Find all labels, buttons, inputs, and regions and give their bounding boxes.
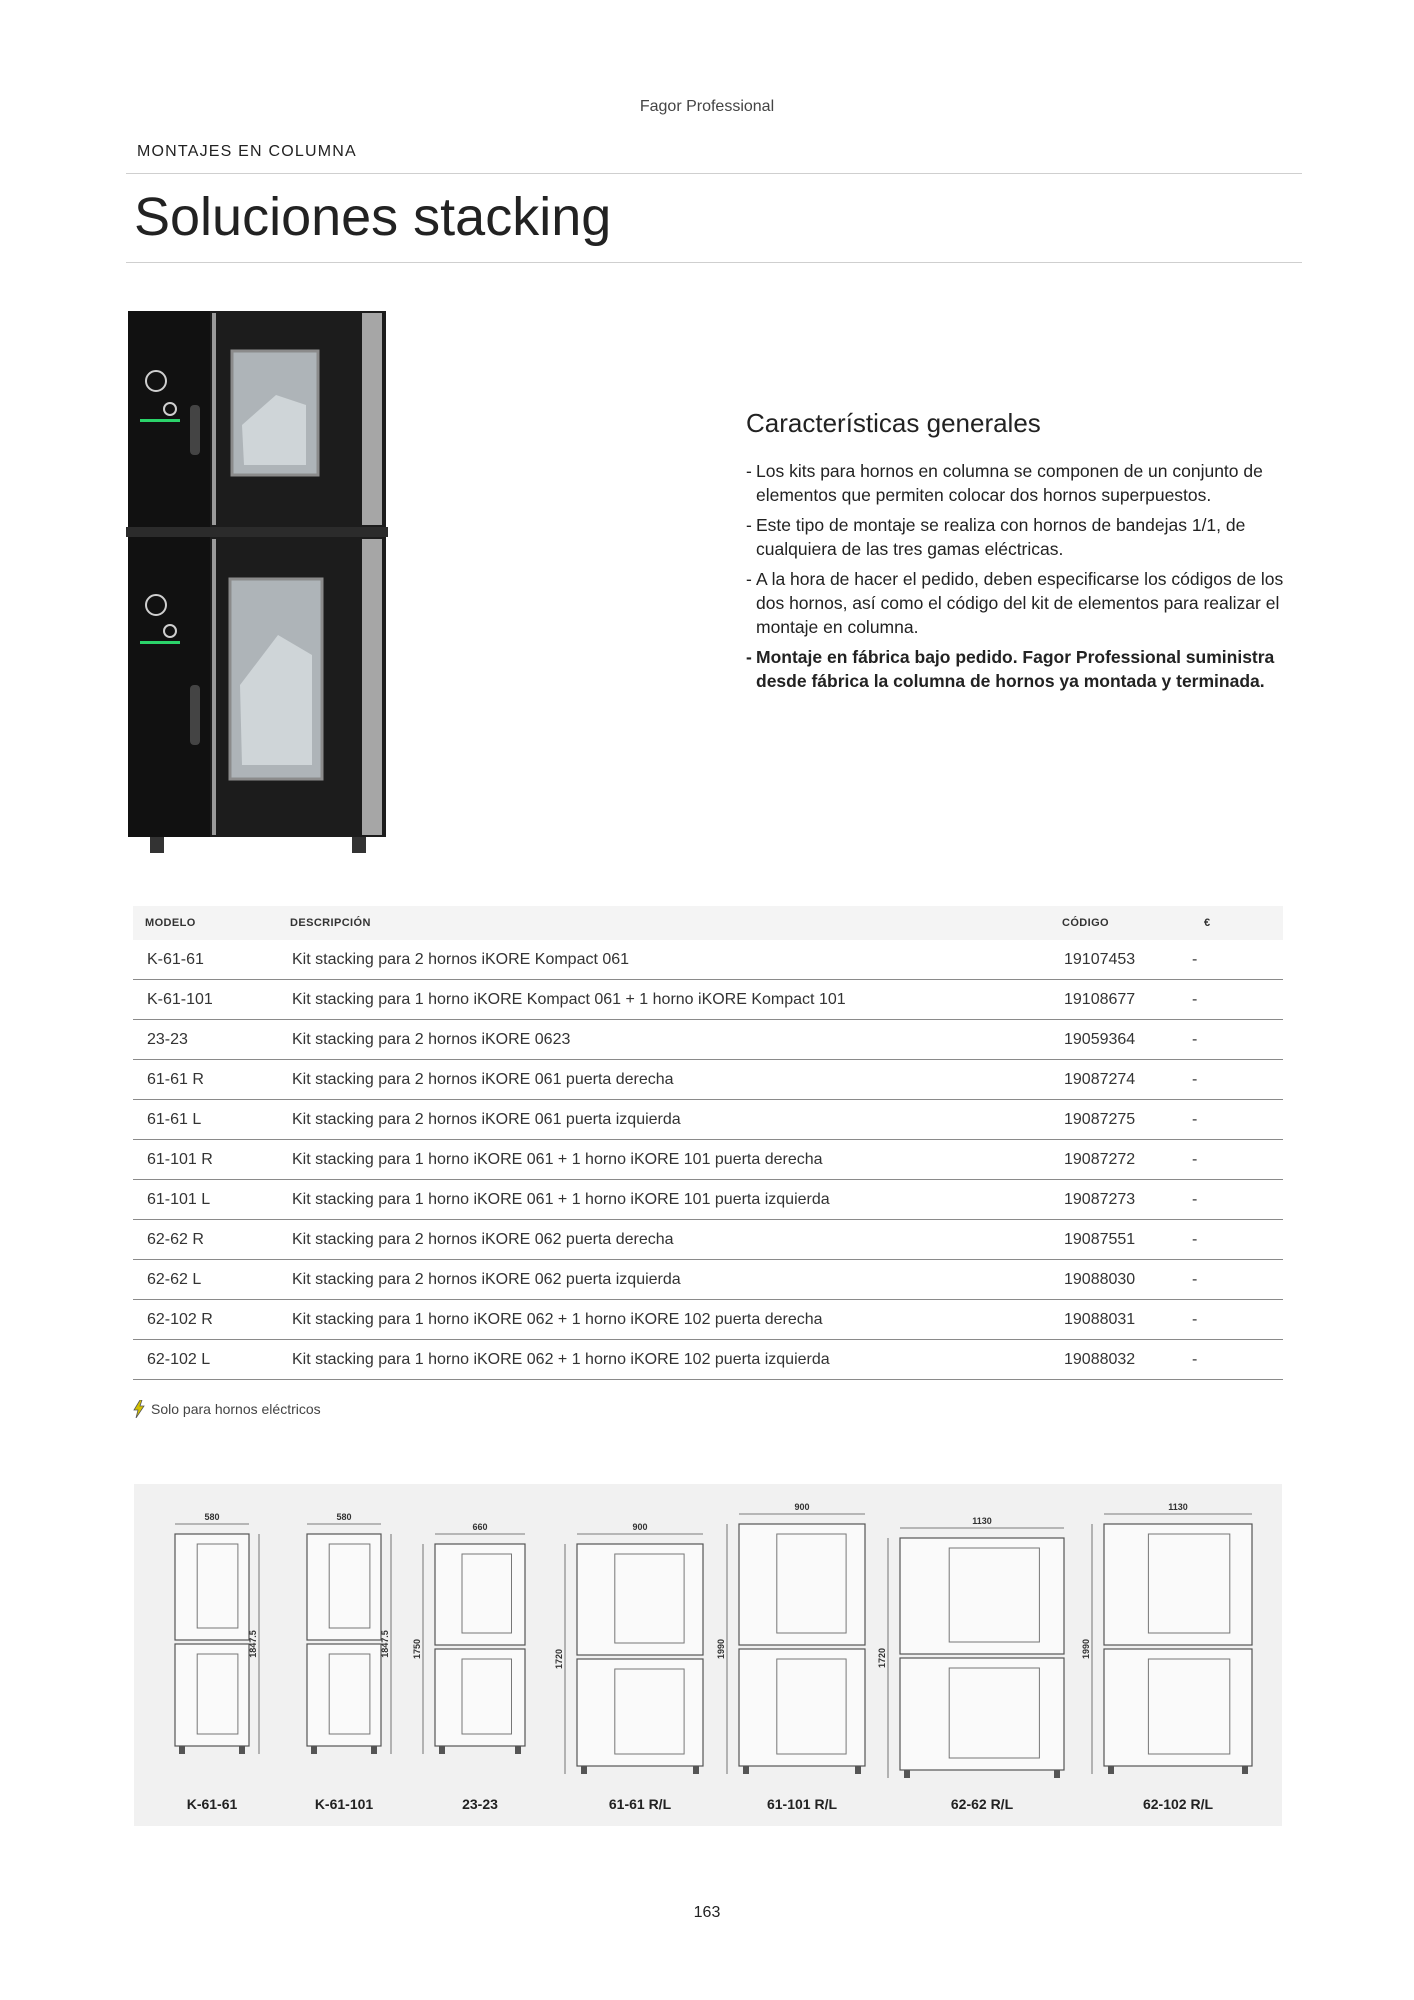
cell-description: Kit stacking para 1 horno iKORE 061 + 1 horno iKORE 101 puerta izquierda (278, 1180, 1050, 1220)
diagram-label: 61-101 R/L (766, 1796, 838, 1812)
cell-code: 19087272 (1050, 1140, 1192, 1180)
table-row (133, 980, 1283, 1020)
cell-model: 23-23 (133, 1020, 278, 1060)
table-row (133, 1220, 1283, 1260)
cell-price: - (1192, 1140, 1283, 1180)
table-row (133, 1260, 1283, 1300)
table-row (133, 1180, 1283, 1220)
oven-foot (1242, 1766, 1248, 1774)
height-dimension: 1720 (554, 1648, 564, 1670)
col-header-description: DESCRIPCIÓN (278, 906, 1050, 940)
cell-code: 19087551 (1050, 1220, 1192, 1260)
stacking-kits-table (133, 906, 1283, 1380)
table-row (133, 1340, 1283, 1380)
cell-price: - (1192, 1060, 1283, 1100)
cell-code: 19087274 (1050, 1060, 1192, 1100)
cell-code: 19088031 (1050, 1300, 1192, 1340)
cell-model: 61-101 R (133, 1140, 278, 1180)
cell-model: 62-102 L (133, 1340, 278, 1380)
characteristic-item: - Este tipo de montaje se realiza con hornos de bandejas 1/1, de cualquiera de las tres gamas eléctricas. (746, 515, 1246, 559)
cell-price: - (1192, 940, 1283, 980)
cell-description: Kit stacking para 2 hornos iKORE 061 puerta derecha (278, 1060, 1050, 1100)
oven-foot (743, 1766, 749, 1774)
cell-code: 19107453 (1050, 940, 1192, 980)
cell-model: 62-62 R (133, 1220, 278, 1260)
oven-foot (1054, 1770, 1060, 1778)
diagram-label: 61-61 R/L (608, 1796, 672, 1812)
cell-price: - (1192, 980, 1283, 1020)
cell-code: 19087273 (1050, 1180, 1192, 1220)
table-row (133, 1300, 1283, 1340)
cell-code: 19108677 (1050, 980, 1192, 1020)
divider-title (126, 262, 1302, 263)
oven-foot (371, 1746, 377, 1754)
cell-code: 19088030 (1050, 1260, 1192, 1300)
height-dimension: 1847.5 (248, 1630, 258, 1658)
characteristic-item: - Montaje en fábrica bajo pedido. Fagor Professional suministra desde fábrica la columna de hornos ya montada y terminada. (746, 647, 1275, 691)
page-number: 163 (693, 1904, 721, 1921)
cell-description: Kit stacking para 2 hornos iKORE 062 puerta derecha (278, 1220, 1050, 1260)
col-header-price: € (1192, 906, 1283, 940)
table-header-row (133, 906, 1283, 940)
cell-model: 62-102 R (133, 1300, 278, 1340)
width-dimension: 580 (336, 1512, 352, 1522)
oven-foot (581, 1766, 587, 1774)
cell-description: Kit stacking para 1 horno iKORE 062 + 1 horno iKORE 102 puerta izquierda (278, 1340, 1050, 1380)
height-dimension: 1750 (412, 1638, 422, 1660)
cell-code: 19088032 (1050, 1340, 1192, 1380)
table-row (133, 1100, 1283, 1140)
diagram-label: 62-62 R/L (950, 1796, 1014, 1812)
height-dimension: 1847.5 (380, 1630, 390, 1658)
col-header-code: CÓDIGO (1050, 906, 1192, 940)
oven-foot (904, 1770, 910, 1778)
section-label: MONTAJES EN COLUMNA (137, 143, 357, 160)
lightning-icon (133, 1400, 145, 1418)
page-title: Soluciones stacking (134, 187, 612, 247)
characteristics-list (746, 459, 1306, 699)
cell-price: - (1192, 1260, 1283, 1300)
cell-model: 61-101 L (133, 1180, 278, 1220)
width-dimension: 660 (472, 1522, 488, 1532)
electric-note (133, 1400, 321, 1418)
brand-header: Fagor Professional (639, 98, 775, 115)
characteristics-title: Características generales (746, 408, 1041, 438)
oven-foot (239, 1746, 245, 1754)
width-dimension: 580 (204, 1512, 220, 1522)
table-row (133, 940, 1283, 980)
characteristic-item: - Los kits para hornos en columna se componen de un conjunto de elementos que permiten colocar dos hornos superpuestos. (746, 461, 1263, 505)
cell-code: 19087275 (1050, 1100, 1192, 1140)
height-dimension: 1990 (716, 1638, 726, 1660)
cell-description: Kit stacking para 2 hornos iKORE Kompact 061 (278, 940, 1050, 980)
cell-model: 61-61 R (133, 1060, 278, 1100)
cell-description: Kit stacking para 1 horno iKORE 061 + 1 horno iKORE 101 puerta derecha (278, 1140, 1050, 1180)
oven-foot (1108, 1766, 1114, 1774)
dimension-diagrams (134, 1484, 1282, 1826)
width-dimension: 1130 (972, 1516, 992, 1526)
height-dimension: 1720 (877, 1647, 887, 1669)
cell-model: K-61-61 (133, 940, 278, 980)
table-row (133, 1060, 1283, 1100)
oven-foot (179, 1746, 185, 1754)
cell-price: - (1192, 1300, 1283, 1340)
cell-description: Kit stacking para 2 hornos iKORE 0623 (278, 1020, 1050, 1060)
electric-note-text: Solo para hornos eléctricos (151, 1401, 321, 1417)
stacked-oven-image (126, 305, 398, 865)
height-dimension: 1990 (1081, 1638, 1091, 1660)
characteristic-item: - A la hora de hacer el pedido, deben especificarse los códigos de los dos hornos, así como el código del kit de elementos para realizar el montaje en columna. (746, 569, 1284, 637)
divider-top (126, 173, 1302, 174)
cell-price: - (1192, 1020, 1283, 1060)
cell-price: - (1192, 1180, 1283, 1220)
diagram-label: 23-23 (462, 1796, 498, 1812)
table-row (133, 1020, 1283, 1060)
width-dimension: 900 (794, 1502, 810, 1512)
cell-price: - (1192, 1220, 1283, 1260)
width-dimension: 1130 (1168, 1502, 1188, 1512)
table-row (133, 1140, 1283, 1180)
col-header-model: MODELO (133, 906, 278, 940)
oven-foot (693, 1766, 699, 1774)
cell-model: K-61-101 (133, 980, 278, 1020)
oven-foot (439, 1746, 445, 1754)
diagram-label: 62-102 R/L (1142, 1796, 1214, 1812)
oven-foot (311, 1746, 317, 1754)
cell-description: Kit stacking para 2 hornos iKORE 061 puerta izquierda (278, 1100, 1050, 1140)
width-dimension: 900 (632, 1522, 648, 1532)
diagram-label: K-61-61 (186, 1796, 238, 1812)
cell-model: 62-62 L (133, 1260, 278, 1300)
cell-price: - (1192, 1100, 1283, 1140)
oven-foot (515, 1746, 521, 1754)
cell-model: 61-61 L (133, 1100, 278, 1140)
cell-description: Kit stacking para 1 horno iKORE Kompact 061 + 1 horno iKORE Kompact 101 (278, 980, 1050, 1020)
diagram-label: K-61-101 (314, 1796, 374, 1812)
cell-code: 19059364 (1050, 1020, 1192, 1060)
cell-description: Kit stacking para 2 hornos iKORE 062 puerta izquierda (278, 1260, 1050, 1300)
cell-price: - (1192, 1340, 1283, 1380)
cell-description: Kit stacking para 1 horno iKORE 062 + 1 horno iKORE 102 puerta derecha (278, 1300, 1050, 1340)
oven-foot (855, 1766, 861, 1774)
